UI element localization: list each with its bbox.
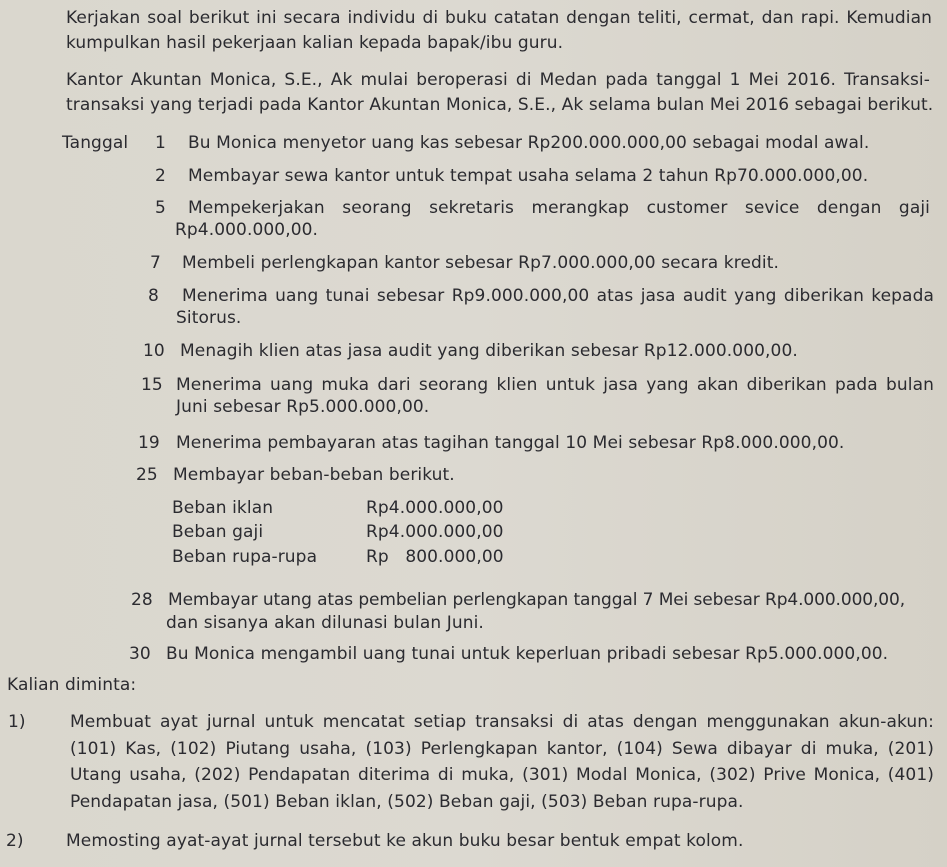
transaction-text: Membayar sewa kantor untuk tempat usaha selama 2 tahun Rp70.000.000,00.: [188, 166, 869, 186]
transaction-day: 10: [143, 341, 165, 361]
task-text: Memosting ayat-ayat jurnal tersebut ke akun buku besar bentuk empat kolom.: [66, 831, 744, 851]
task-number: 2): [6, 831, 24, 851]
transaction-text-cont: Rp4.000.000,00.: [175, 220, 319, 240]
transaction-day: 28: [131, 590, 153, 610]
transaction-text: Membayar beban-beban berikut.: [173, 465, 455, 485]
context-line-2: transaksi yang terjadi pada Kantor Akuntan Monica, S.E., Ak selama bulan Mei 2016 sebagai berikut.: [66, 95, 934, 115]
transaction-text: Membayar utang atas pembelian perlengkapan tanggal 7 Mei sebesar Rp4.000.000,00,: [168, 590, 906, 610]
diminta-label: Kalian diminta:: [7, 675, 137, 695]
intro-line-2: kumpulkan hasil pekerjaan kalian kepada bapak/ibu guru.: [66, 33, 564, 53]
transaction-text: Menerima pembayaran atas tagihan tanggal 10 Mei sebesar Rp8.000.000,00.: [176, 433, 845, 453]
transaction-day: 25: [136, 465, 158, 485]
transaction-day: 2: [155, 166, 166, 186]
transaction-text-cont: Sitorus.: [176, 308, 242, 328]
transaction-day: 5: [155, 198, 166, 218]
expense-amount: Rp4.000.000,00: [366, 522, 504, 542]
expense-amount: Rp4.000.000,00: [366, 498, 504, 518]
expense-amount: Rp 800.000,00: [366, 547, 504, 567]
transaction-day: 8: [148, 286, 159, 306]
task-text-cont: (101) Kas, (102) Piutang usaha, (103) Perlengkapan kantor, (104) Sewa dibayar di muka, (201): [70, 739, 934, 759]
context-line-1: Kantor Akuntan Monica, S.E., Ak mulai beroperasi di Medan pada tanggal 1 Mei 2016. Transaksi-: [66, 70, 930, 90]
transaction-text: Menerima uang muka dari seorang klien untuk jasa yang akan diberikan pada bulan: [176, 375, 934, 395]
transaction-text: Bu Monica menyetor uang kas sebesar Rp200.000.000,00 sebagai modal awal.: [188, 133, 870, 153]
transaction-day: 30: [129, 644, 151, 664]
transaction-day: 1: [155, 133, 166, 153]
task-number: 1): [8, 712, 26, 732]
transaction-day: 19: [138, 433, 160, 453]
transaction-day: 15: [141, 375, 163, 395]
transaction-day: 7: [150, 253, 161, 273]
expense-name: Beban gaji: [172, 522, 264, 542]
tanggal-label: Tanggal: [62, 133, 129, 153]
task-text-cont: Utang usaha, (202) Pendapatan diterima di muka, (301) Modal Monica, (302) Prive Monica, (401): [70, 765, 934, 785]
expense-name: Beban rupa-rupa: [172, 547, 318, 567]
transaction-text: Menerima uang tunai sebesar Rp9.000.000,00 atas jasa audit yang diberikan kepada: [182, 286, 934, 306]
transaction-text: Mempekerjakan seorang sekretaris merangkap customer sevice dengan gaji: [188, 198, 930, 218]
task-text: Membuat ayat jurnal untuk mencatat setiap transaksi di atas dengan menggunakan akun-akun:: [70, 712, 934, 732]
transaction-text-cont: Juni sebesar Rp5.000.000,00.: [176, 397, 430, 417]
intro-line-1: Kerjakan soal berikut ini secara individu di buku catatan dengan teliti, cermat, dan rapi. Kemudian: [66, 8, 932, 28]
transaction-text: Bu Monica mengambil uang tunai untuk keperluan pribadi sebesar Rp5.000.000,00.: [166, 644, 889, 664]
transaction-text: Membeli perlengkapan kantor sebesar Rp7.000.000,00 secara kredit.: [182, 253, 780, 273]
transaction-text-cont: dan sisanya akan dilunasi bulan Juni.: [166, 613, 484, 633]
transaction-text: Menagih klien atas jasa audit yang diberikan sebesar Rp12.000.000,00.: [180, 341, 798, 361]
expense-name: Beban iklan: [172, 498, 274, 518]
task-text-cont: Pendapatan jasa, (501) Beban iklan, (502) Beban gaji, (503) Beban rupa-rupa.: [70, 792, 744, 812]
